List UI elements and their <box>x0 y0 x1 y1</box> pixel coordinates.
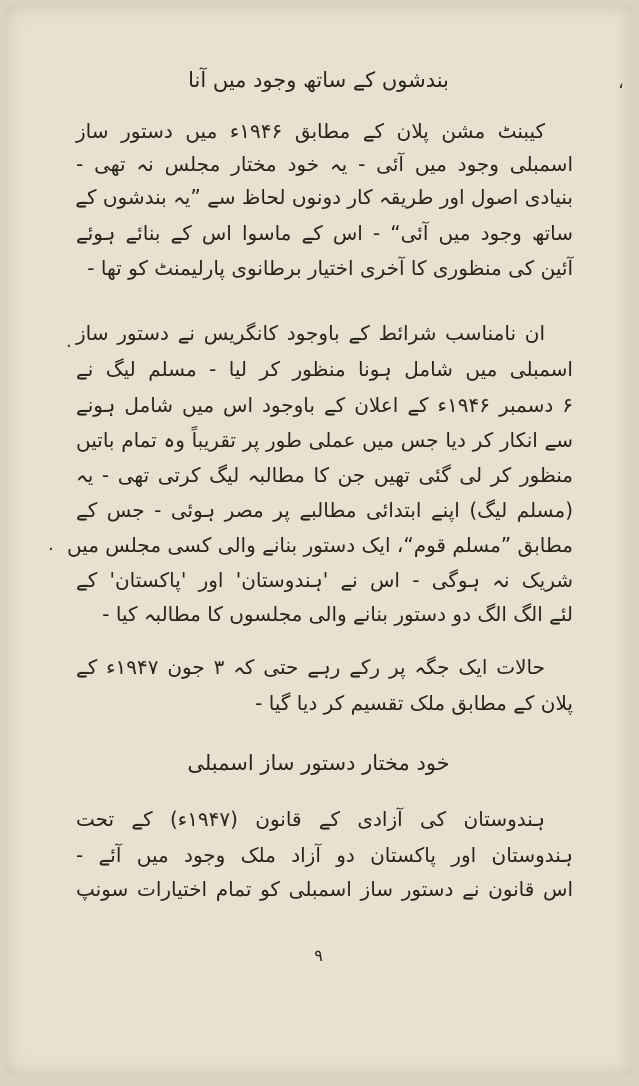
text-line: ساتھ وجود میں آئی“ - اس کے ماسوا اس کے بنائے ہوئے <box>76 221 573 245</box>
section-heading-2: خود مختار دستور ساز اسمبلی <box>187 751 450 775</box>
text-line: اسمبلی وجود میں آئی - یہ خود مختار مجلس نہ تھی - <box>76 152 573 176</box>
ink-mark: . <box>48 534 54 555</box>
section-heading-1: بندشوں کے ساتھ وجود میں آنا <box>188 68 449 92</box>
text-line: (مسلم لیگ) اپنے ابتدائی مطالبے پر مصر ہوئی - جس کے <box>76 498 573 522</box>
text-line: شریک نہ ہوگی - اس نے 'ہندوستان' اور 'پاکستان' کے <box>76 568 573 592</box>
text-line: منظور کر لی گئی تھیں جن کا مطالبہ لیگ کرتی تھی - یہ <box>76 463 573 487</box>
text-line: سے انکار کر دیا جس میں عملی طور پر تقریباً وہ تمام باتیں <box>76 428 573 452</box>
text-line: لئے الگ الگ دو دستور بنانے والی مجلسوں کا مطالبہ کیا - <box>102 602 573 626</box>
text-line: حالات ایک جگہ پر رکے رہے حتی کہ ۳ جون ۱۹۴۷ء کے <box>76 655 545 679</box>
ink-mark: . <box>66 331 72 352</box>
book-page <box>6 6 631 1074</box>
text-line: کیبنٹ مشن پلان کے مطابق ۱۹۴۶ء میں دستور ساز <box>76 119 546 143</box>
page-number: ۹ <box>314 946 323 965</box>
text-line: ہندوستان کی آزادی کے قانون (۱۹۴۷ء) کے تحت <box>76 807 545 831</box>
ink-mark: ، <box>618 72 624 93</box>
text-line: بنیادی اصول اور طریقہ کار دونوں لحاظ سے ”یہ بندشوں کے <box>75 185 573 209</box>
text-line: ان نامناسب شرائط کے باوجود کانگریس نے دستور ساز <box>76 321 545 345</box>
text-line: اسمبلی میں شامل ہونا منظور کر لیا - مسلم لیگ نے <box>76 357 573 381</box>
text-line: آئین کی منظوری کا آخری اختیار برطانوی پارلیمنٹ کو تھا - <box>87 256 573 280</box>
text-line: ۶ دسمبر ۱۹۴۶ء کے اعلان کے باوجود اس میں شامل ہونے <box>76 393 573 417</box>
text-line: پلان کے مطابق ملک تقسیم کر دیا گیا - <box>255 691 573 715</box>
text-line: مطابق ”مسلم قوم“، ایک دستور بنانے والی کسی مجلس میں <box>66 533 573 557</box>
text-line: اس قانون نے دستور ساز اسمبلی کو تمام اختیارات سونپ <box>76 877 573 901</box>
text-line: ہندوستان اور پاکستان دو آزاد ملک وجود میں آئے - <box>76 843 573 867</box>
